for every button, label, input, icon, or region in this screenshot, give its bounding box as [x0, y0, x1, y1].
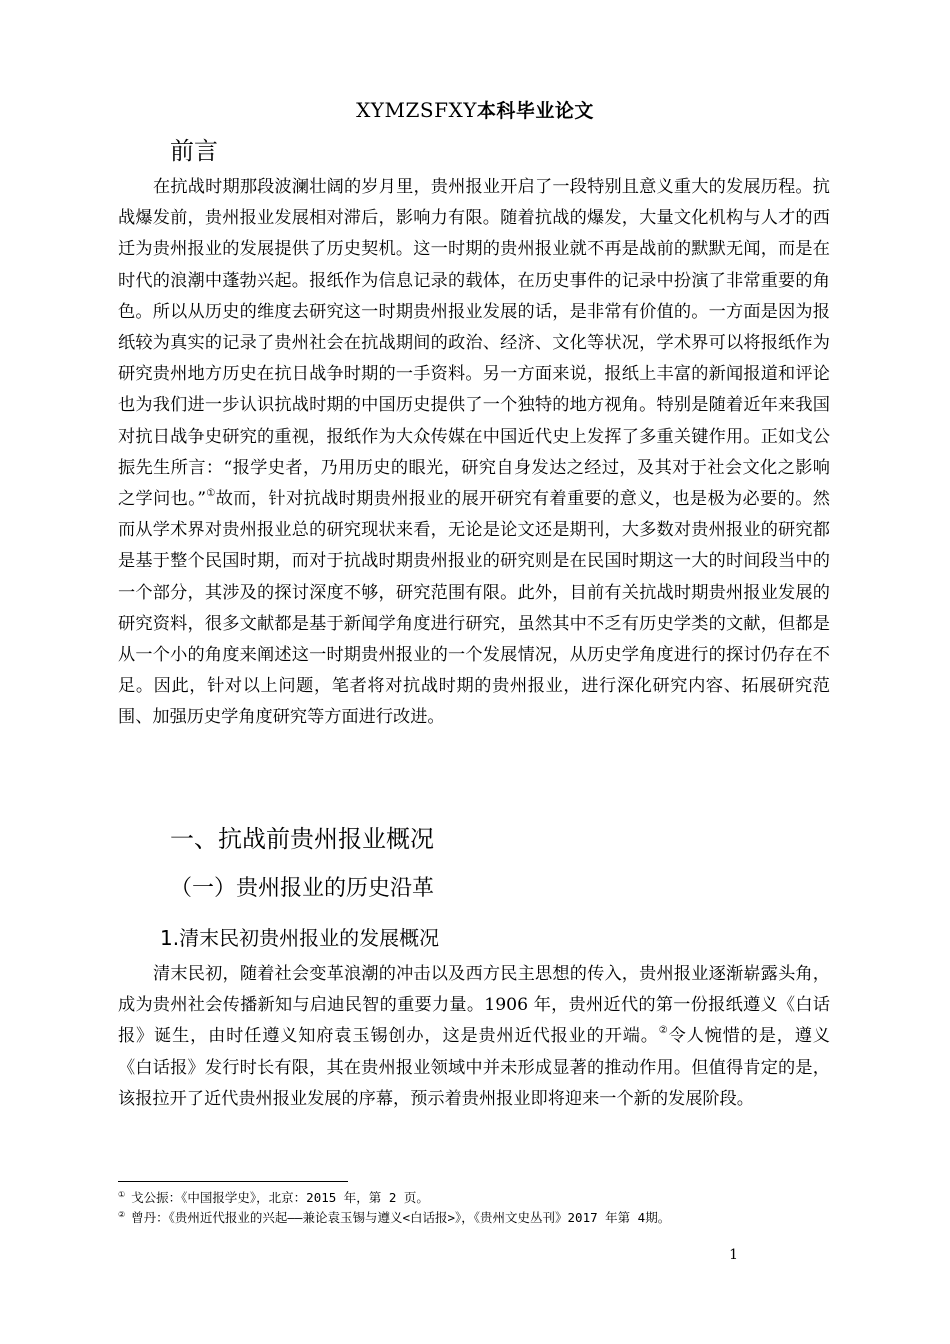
chapter-heading: 一、抗战前贵州报业概况: [170, 825, 434, 853]
footnote-2: [118, 1208, 838, 1228]
subsection-text-continued: 令人惋惜的是，遵义《白话报》发行时长有限，其在贵州报业领域中并未形成显著的推动作用。但值得肯定的是，该报拉开了近代贵州报业发展的序幕，预示着贵州报业即将迎来一个新的发展阶段。: [118, 1026, 830, 1109]
page-number: 1: [729, 1247, 738, 1263]
section-heading: （一）贵州报业的历史沿革: [170, 876, 435, 901]
footnotes: [118, 1188, 838, 1228]
preface-text-continued: 故而，针对抗战时期贵州报业的展开研究有着重要的意义，也是极为必要的。然而从学术界对贵州报业总的研究现状来看，无论是论文还是期刊，大多数对贵州报业的研究都是基于整个民国时期，而对于抗战时期贵州报业的研究则是在民国时期这一大的时间段当中的一个部分，其涉及的探讨深度不够，研究范围有限。此外，目前有关抗战时期贵州报业发展的研究资料，很多文献都是基于新闻学角度进行研究，虽然其中不乏有历史学类的文献，但都是从一个小的角度来阐述这一时期贵州报业的一个发展情况，从历史学角度进行的探讨仍存在不足。因此，针对以上问题，笔者将对抗战时期的贵州报业，进行深化研究内容、拓展研究范围、加强历史学角度研究等方面进行改进。: [118, 489, 830, 728]
preface-text: 在抗战时期那段波澜壮阔的岁月里，贵州报业开启了一段特别且意义重大的发展历程。抗战爆发前，贵州报业发展相对滞后，影响力有限。随着抗战的爆发，大量文化机构与人才的西迁为贵州报业的发展提供了历史契机。这一时期的贵州报业就不再是战前的默默无闻，而是在时代的浪潮中蓬勃兴起。报纸作为信息记录的载体，在历史事件的记录中扮演了非常重要的角色。所以从历史的维度去研究这一时期贵州报业发展的话，是非常有价值的。一方面是因为报纸较为真实的记录了贵州社会在抗战期间的政治、经济、文化等状况，学术界可以将报纸作为研究贵州地方历史在抗日战争时期的一手资料。另一方面来说，报纸上丰富的新闻报道和评论也为我们进一步认识抗战时期的中国历史提供了一个独特的地方视角。特别是随着近年来我国对抗日战争史研究的重视，报纸作为大众传媒在中国近代史上发挥了多重关键作用。正如戈公振先生所言：“报学史者，乃用历史的眼光，研究自身发达之经过，及其对于社会文化之影响之学问也。”: [118, 177, 830, 510]
page-header: [0, 96, 950, 123]
header-prefix: XYMZSFXY: [356, 98, 477, 122]
header-title: 本科毕业论文: [476, 100, 594, 122]
footnote-ref-1[interactable]: ①: [206, 488, 216, 500]
preface-paragraph: [118, 172, 830, 734]
footnote-1-mark: ①: [118, 1190, 126, 1199]
subsection-paragraph: [118, 959, 830, 1115]
footnote-1-text: 戈公振：《中国报学史》，北京：2015 年，第 2 页。: [131, 1190, 429, 1205]
footnote-2-mark: ②: [118, 1210, 126, 1219]
preface-heading: 前言: [170, 137, 218, 165]
subsection-heading: 1.清末民初贵州报业的发展概况: [160, 926, 440, 950]
footnote-ref-2[interactable]: ②: [658, 1025, 669, 1037]
footnote-1: [118, 1188, 838, 1208]
footnote-2-text: 曾丹：《贵州近代报业的兴起——兼论袁玉锡与遵义<白话报>》，《贵州文史丛刊》2017 年第 4期。: [131, 1210, 671, 1225]
subsection-text: 清末民初，随着社会变革浪潮的冲击以及西方民主思想的传入，贵州报业逐渐崭露头角，成为贵州社会传播新知与启迪民智的重要力量。1906 年，贵州近代的第一份报纸遵义《白话报》诞生，由时任遵义知府袁玉锡创办，这是贵州近代报业的开端。: [118, 964, 830, 1047]
footnote-divider: [118, 1181, 348, 1182]
